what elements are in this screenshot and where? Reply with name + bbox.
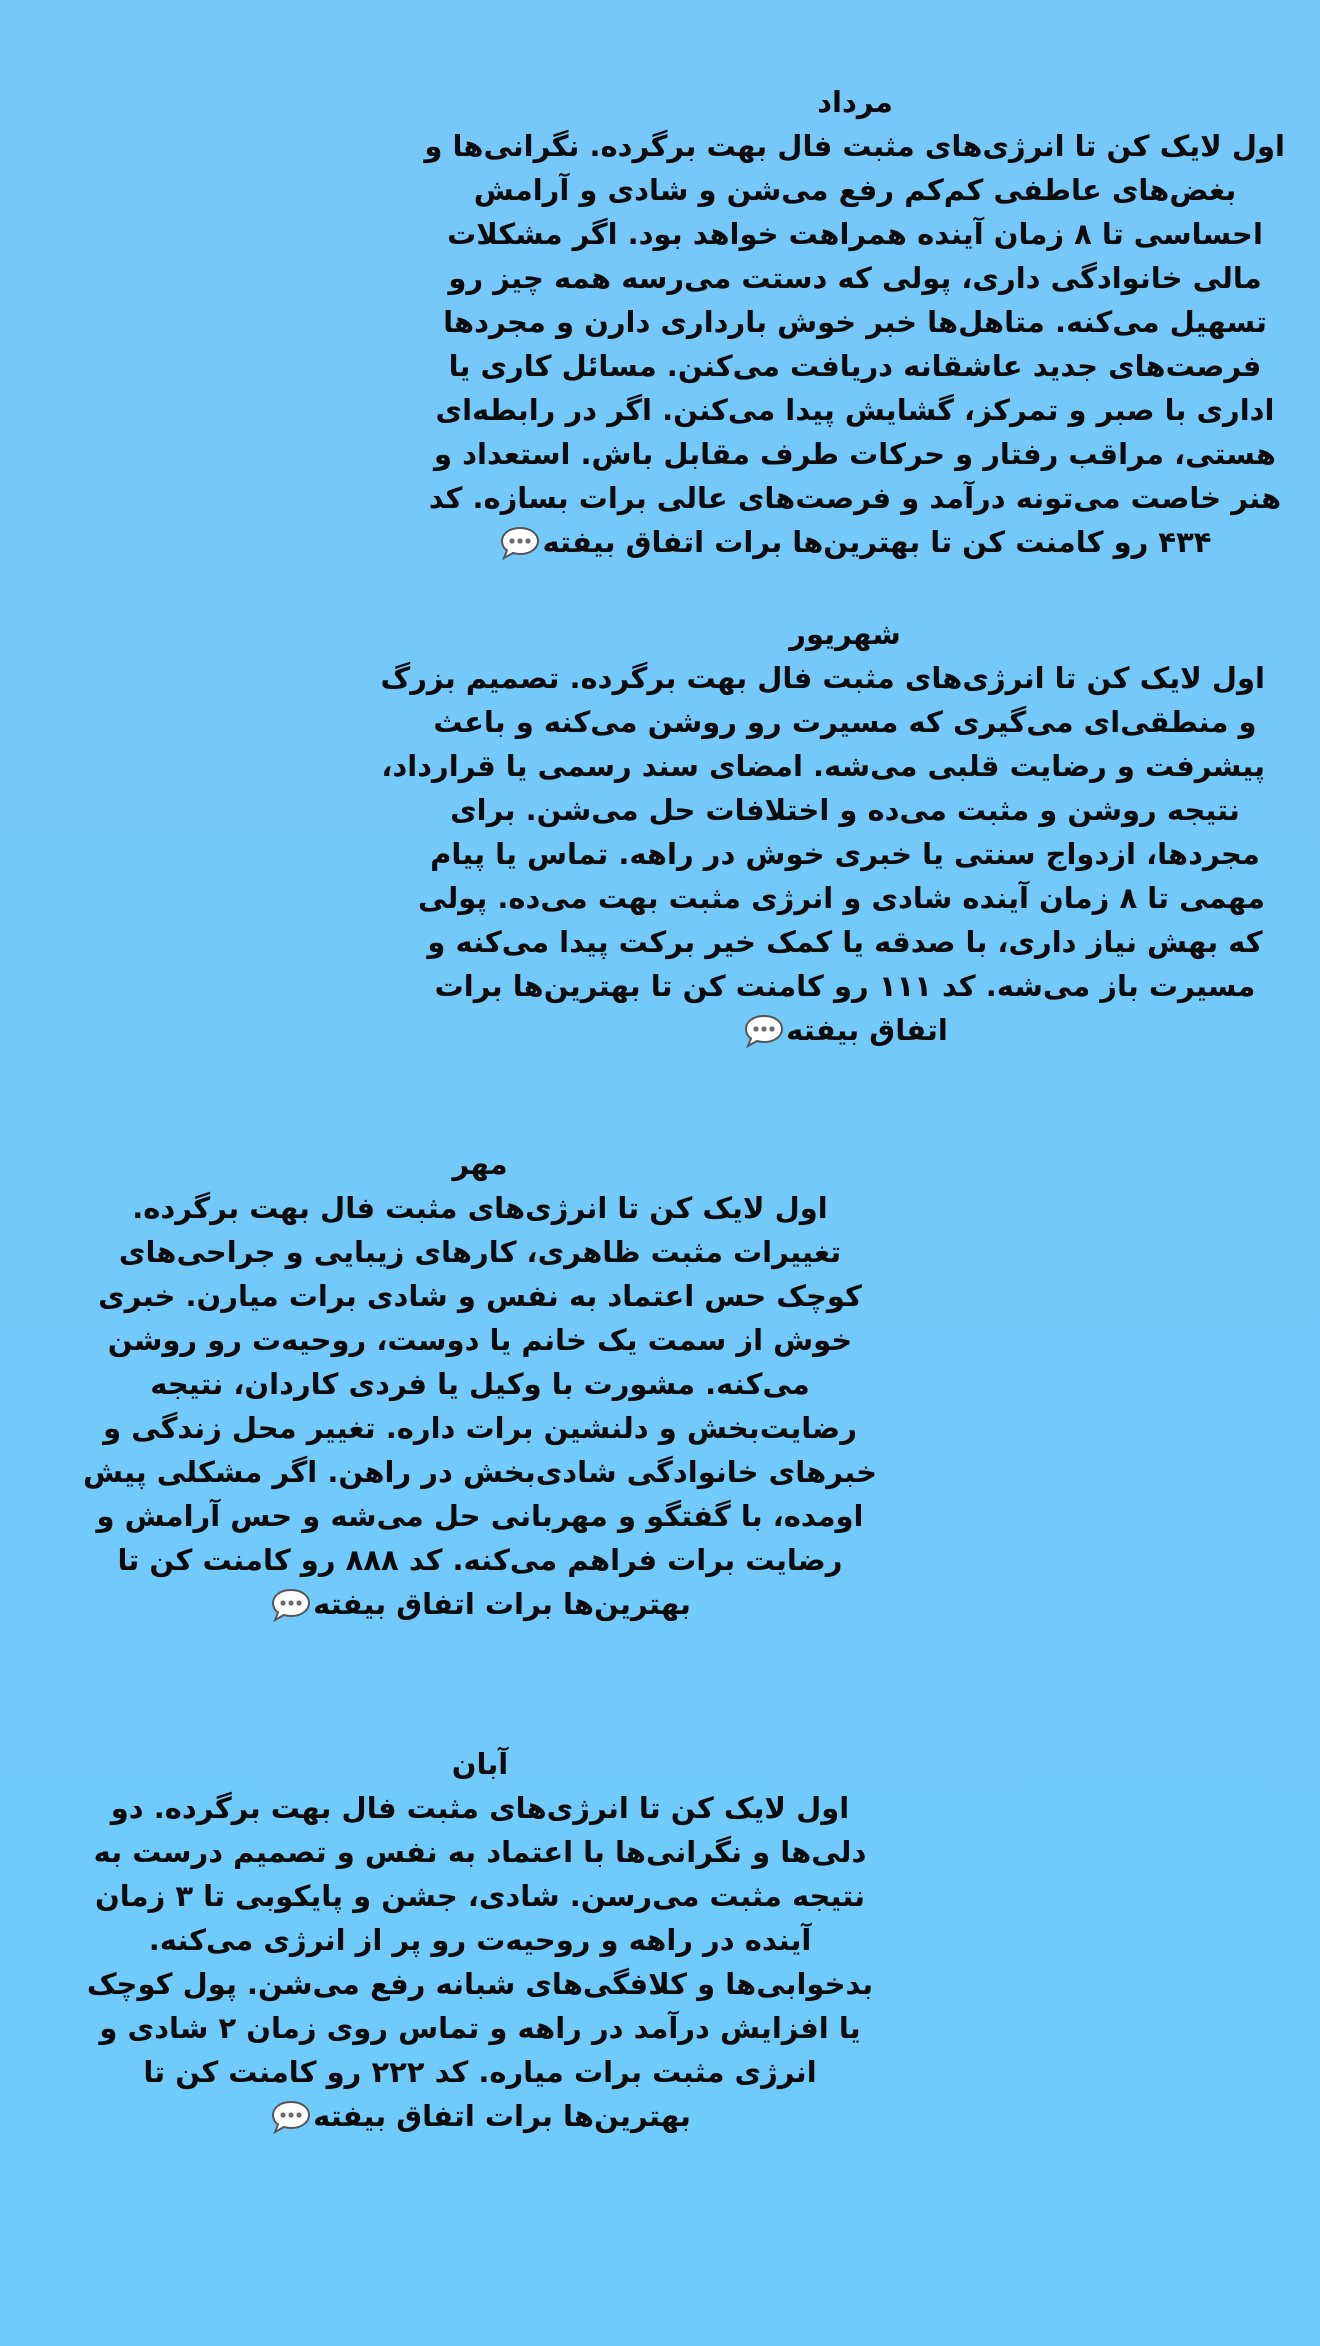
text-line: خبرهای خانوادگی شادی‌بخش در راهن. اگر مشکلی پیش bbox=[82, 1455, 878, 1489]
text-line: رضایت برات فراهم می‌کنه. کد ۸۸۸ رو کامنت کن تا bbox=[117, 1543, 843, 1577]
text-line: یا افزایش درآمد در راهه و تماس روی زمان ۲ شادی و bbox=[99, 2011, 861, 2045]
text-line: آینده در راهه و روحیه‌ت رو پر از انرژی می‌کنه. bbox=[148, 1923, 812, 1957]
section-title: شهریور bbox=[789, 617, 901, 651]
text-line: خوش از سمت یک خانم یا دوست، روحیه‌ت رو روشن bbox=[107, 1323, 853, 1357]
section-title: آبان bbox=[451, 1747, 509, 1781]
text-line: و منطقی‌ای می‌گیری که مسیرت رو روشن می‌کنه و باعث bbox=[433, 705, 1257, 739]
text-fragment: ۴۳۴ رو کامنت کن تا بهترین‌ها برات اتفاق بیفته bbox=[542, 525, 1212, 559]
text-line: اومده، با گفتگو و مهربانی حل می‌شه و حس آرامش و bbox=[96, 1499, 864, 1533]
text-line: اول لایک کن تا انرژی‌های مثبت فال بهت برگرده. bbox=[132, 1191, 828, 1225]
text-line: اول لایک کن تا انرژی‌های مثبت فال بهت برگرده. نگرانی‌ها و bbox=[424, 129, 1285, 163]
text-line: انرژی مثبت برات میاره. کد ۲۲۲ رو کامنت کن تا bbox=[143, 2055, 817, 2089]
text-fragment: اتفاق بیفته bbox=[786, 1013, 948, 1047]
text-line-last bbox=[40, 2094, 920, 2138]
text-line: اداری با صبر و تمرکز، گشایش پیدا می‌کنن. اگر در رابطه‌ای bbox=[435, 393, 1275, 427]
text-fragment: بهترین‌ها برات اتفاق بیفته bbox=[313, 2099, 691, 2133]
section-shahrivar bbox=[380, 612, 1265, 1052]
text-line: نتیجه مثبت می‌رسن. شادی، جشن و پایکوبی تا ۳ زمان bbox=[94, 1879, 865, 1913]
text-line: اول لایک کن تا انرژی‌های مثبت فال بهت برگرده. تصمیم بزرگ bbox=[380, 661, 1265, 695]
speech-bubble-icon bbox=[500, 526, 540, 560]
text-line: بدخوابی‌ها و کلافگی‌های شبانه رفع می‌شن. پول کوچک bbox=[86, 1967, 874, 2001]
text-line: فرصت‌های جدید عاشقانه دریافت می‌کنن. مسائل کاری یا bbox=[448, 349, 1262, 383]
text-line-last bbox=[425, 520, 1285, 564]
section-aban bbox=[40, 1742, 920, 2138]
text-line: مجردها، ازدواج سنتی یا خبری خوش در راهه. تماس یا پیام bbox=[430, 837, 1260, 871]
text-line: پیشرفت و رضایت قلبی می‌شه. امضای سند رسمی یا قرارداد، bbox=[381, 749, 1265, 783]
text-line: تغییرات مثبت ظاهری، کارهای زیبایی و جراحی‌های bbox=[118, 1235, 842, 1269]
text-line: مهمی تا ۸ زمان آینده شادی و انرژی مثبت بهت می‌ده. پولی bbox=[418, 881, 1265, 915]
section-mordad bbox=[425, 80, 1285, 564]
text-line-last bbox=[425, 1008, 1265, 1052]
text-line: هستی، مراقب رفتار و حرکات طرف مقابل باش. استعداد و bbox=[434, 437, 1276, 471]
text-line: تسهیل می‌کنه. متاهل‌ها خبر خوش بارداری دارن و مجردها bbox=[443, 305, 1267, 339]
speech-bubble-icon bbox=[271, 1588, 311, 1622]
speech-bubble-icon bbox=[271, 2100, 311, 2134]
text-line: می‌کنه. مشورت با وکیل یا فردی کاردان، نتیجه bbox=[150, 1367, 810, 1401]
section-mehr bbox=[40, 1142, 920, 1626]
text-line: بغض‌های عاطفی کم‌کم رفع می‌شن و شادی و آرامش bbox=[473, 173, 1237, 207]
text-line: اول لایک کن تا انرژی‌های مثبت فال بهت برگرده. دو bbox=[110, 1791, 850, 1825]
section-title: مهر bbox=[452, 1147, 508, 1181]
speech-bubble-icon bbox=[744, 1014, 784, 1048]
text-line: احساسی تا ۸ زمان آینده همراهت خواهد بود. اگر مشکلات bbox=[447, 217, 1263, 251]
text-line: رضایت‌بخش و دلنشین برات داره. تغییر محل زندگی و bbox=[103, 1411, 857, 1445]
text-line: که بهش نیاز داری، با صدقه یا کمک خیر برکت پیدا می‌کنه و bbox=[427, 925, 1263, 959]
text-fragment: بهترین‌ها برات اتفاق بیفته bbox=[313, 1587, 691, 1621]
text-line: مالی خانوادگی داری، پولی که دستت می‌رسه همه چیز رو bbox=[448, 261, 1262, 295]
text-line: هنر خاصت می‌تونه درآمد و فرصت‌های عالی برات بسازه. کد bbox=[428, 481, 1282, 515]
text-line: مسیرت باز می‌شه. کد ۱۱۱ رو کامنت کن تا بهترین‌ها برات bbox=[434, 969, 1256, 1003]
text-line: دلی‌ها و نگرانی‌ها با اعتماد به نفس و تصمیم درست به bbox=[93, 1835, 867, 1869]
section-title: مرداد bbox=[817, 85, 893, 119]
text-line-last bbox=[40, 1582, 920, 1626]
text-line: نتیجه روشن و مثبت می‌ده و اختلافات حل می‌شن. برای bbox=[450, 793, 1240, 827]
text-line: کوچک حس اعتماد به نفس و شادی برات میارن. خبری bbox=[98, 1279, 862, 1313]
